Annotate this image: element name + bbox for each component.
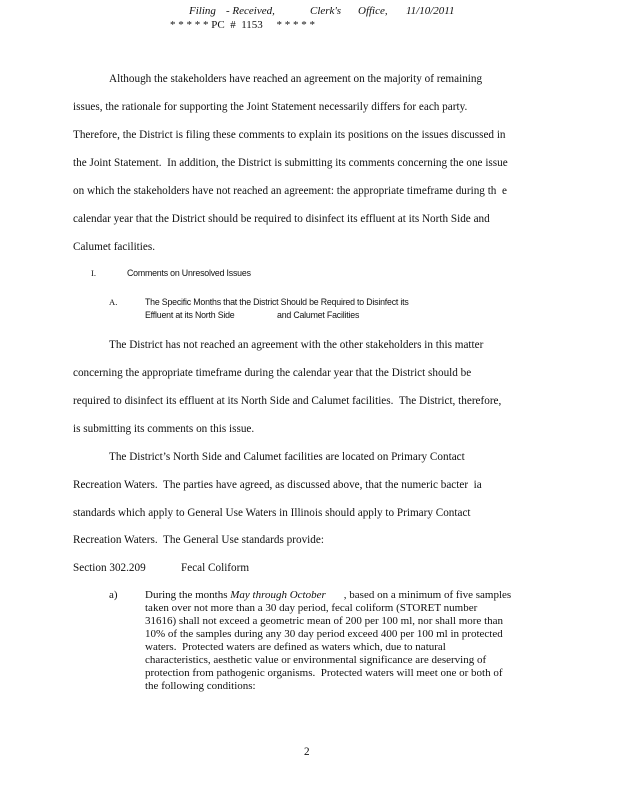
section-a-heading-line2b: and Calumet Facilities: [277, 310, 360, 320]
reg-line: the following conditions:: [145, 680, 256, 692]
reg-line: 31616) shall not exceed a geometric mean of 200 per 100 ml, nor shall more than: [145, 615, 504, 627]
p1-line: on which the stakeholders have not reached an agreement: the appropriate timeframe during th e: [73, 185, 507, 197]
header-received: - Received,: [226, 5, 275, 17]
p1-line: the Joint Statement. In addition, the District is submitting its comments concerning the one issue: [73, 157, 508, 169]
reg-first-line: [145, 589, 511, 602]
reg-rest-first: , based on a minimum of five samples: [343, 589, 512, 601]
reg-lead: During the months: [145, 589, 231, 601]
reg-line: protection from pathogenic organisms. Protected waters will meet one or both of: [145, 667, 503, 679]
page-number: 2: [304, 746, 310, 758]
p3-line: Recreation Waters. The General Use standards provide:: [73, 534, 324, 546]
reg-item-label: a): [109, 589, 118, 601]
reg-line: taken over not more than a 30 day period, fecal coliform (STORET number: [145, 602, 478, 614]
reg-line: characteristics, aesthetic value or environmental significance are deserving of: [145, 654, 487, 666]
header-pc-line: * * * * * PC # 1153 * * * * *: [170, 19, 316, 31]
header-date: 11/10/2011: [406, 5, 455, 17]
p3-line: standards which apply to General Use Waters in Illinois should apply to Primary Contact: [73, 507, 471, 519]
reg-section-title: Fecal Coliform: [181, 562, 250, 574]
section-a-heading-line2a: Effluent at its North Side: [145, 310, 235, 320]
p2-line: required to disinfect its effluent at its North Side and Calumet facilities. The District, therefore,: [73, 395, 502, 407]
section-a-letter: A.: [109, 297, 118, 307]
reg-line: waters. Protected waters are defined as waters which, due to natural: [145, 641, 446, 653]
p1-line: Calumet facilities.: [73, 241, 156, 253]
p2-line: concerning the appropriate timeframe during the calendar year that the District should be: [73, 367, 472, 379]
section-i-number: I.: [91, 268, 97, 278]
p2-line: is submitting its comments on this issue.: [73, 423, 255, 435]
reg-section-number: Section 302.209: [73, 562, 146, 574]
section-a-heading-line1: The Specific Months that the District Should be Required to Disinfect its: [145, 297, 409, 307]
p1-line: Although the stakeholders have reached an agreement on the majority of remaining: [109, 73, 483, 85]
p1-line: issues, the rationale for supporting the Joint Statement necessarily differs for each party.: [73, 101, 468, 113]
reg-line: 10% of the samples during any 30 day period exceed 400 per 100 ml in protected: [145, 628, 503, 640]
p3-line: Recreation Waters. The parties have agreed, as discussed above, that the numeric bacter ia: [73, 479, 482, 491]
header-clerks: Clerk's: [310, 5, 342, 17]
p3-line: The District’s North Side and Calumet facilities are located on Primary Contact: [109, 451, 465, 463]
p1-line: calendar year that the District should be required to disinfect its effluent at its North Side and: [73, 213, 490, 225]
p2-line: The District has not reached an agreement with the other stakeholders in this matter: [109, 339, 484, 351]
header-office: Office,: [358, 5, 388, 17]
p1-line: Therefore, the District is filing these comments to explain its positions on the issues discussed in: [73, 129, 506, 141]
section-i-title: Comments on Unresolved Issues: [127, 268, 251, 278]
reg-months: May through October: [230, 589, 326, 601]
header-filing: Filing: [189, 5, 216, 17]
